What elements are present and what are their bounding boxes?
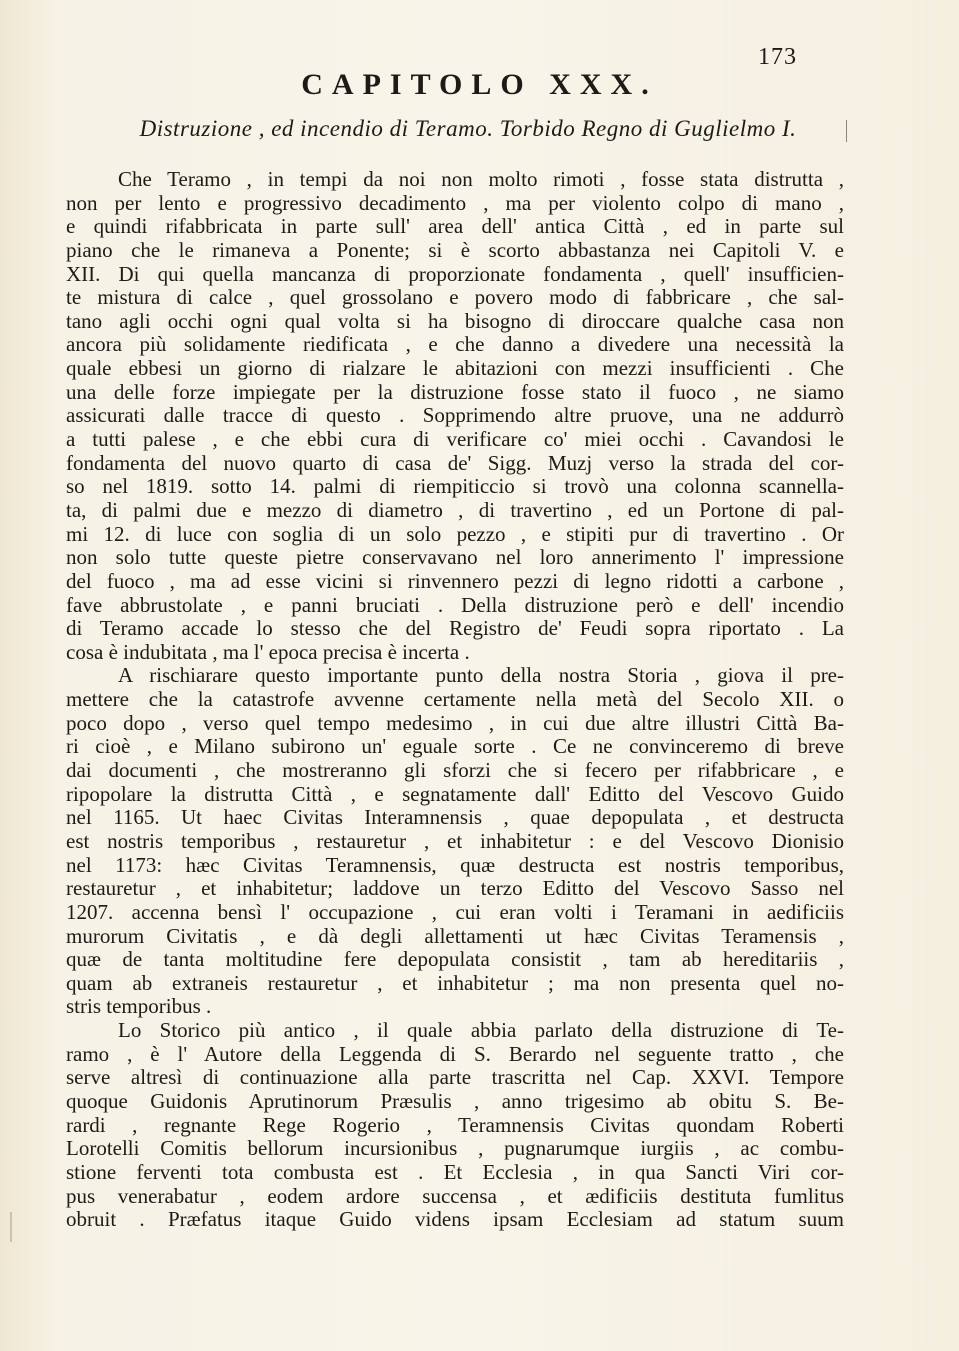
text-line: nel 1165. Ut haec Civitas Interamnensis , quae depopulata , et destructa [66,805,844,830]
text-line: ri cioè , e Milano subirono un' eguale sorte . Ce ne convinceremo di breve [66,734,844,759]
text-line: mettere che la catastrofe avvenne certamente nella metà del Secolo XII. o [66,687,844,712]
text-line: stris temporibus . [66,994,212,1019]
text-line: piano che le rimaneva a Ponente; si è scorto abbastanza nei Capitoli V. e [66,237,844,262]
text-line: serve altresì di continuazione alla parte trascritta nel Cap. XXVI. Tempore [66,1065,844,1090]
text-line: restauretur , et inhabitetur; laddove un terzo Editto del Vescovo Sasso nel [66,876,844,901]
margin-mark [10,1212,12,1242]
page-number: 173 [758,44,797,70]
text-line: di Teramo accade lo stesso che del Registro de' Feudi sopra riportato . La [66,616,844,641]
text-line: quale ebbesi un giorno di rialzare le abitazioni con mezzi insufficienti . Che [66,356,844,381]
text-line: te mistura di calce , quel grossolano e povero modo di fabbricare , che sal- [66,285,844,310]
text-line: nel 1173: hæc Civitas Teramnensis, quæ destructa est nostris temporibus, [66,852,844,877]
text-line: cosa è indubitata , ma l' epoca precisa è incerta . [66,639,470,664]
text-line: est nostris temporibus , restauretur , et inhabitetur : e del Vescovo Dionisio [66,828,844,853]
text-line: murorum Civitatis , e dà degli allettamenti ut hæc Civitas Teramensis , [66,923,844,948]
text-line: pus venerabatur , eodem ardore succensa , et ædificiis destituta fumlitus [66,1183,844,1208]
text-line: dai documenti , che mostreranno gli sforzi che si fecero per rifabbricare , e [66,758,844,783]
chapter-title: CAPITOLO XXX. [301,68,658,101]
margin-rule [846,120,847,142]
text-line: so nel 1819. sotto 14. palmi di riempiticcio si trovò una colonna scannella- [66,474,844,499]
text-line: quæ de tanta moltitudine fere depopulata consistit , tam ab hereditariis , [66,947,844,972]
text-line: mi 12. di luce con soglia di un solo pezzo , e stipiti pur di travertino . Or [66,521,844,546]
text-line: quoque Guidonis Aprutinorum Præsulis , anno trigesimo ab obitu S. Be- [66,1088,844,1113]
text-line: non per lento e progressivo decadimento , ma per violento colpo di mano , [66,190,844,215]
text-line: fondamenta del nuovo quarto di casa de' Sigg. Muzj verso la strada del cor- [66,450,844,475]
text-line: 1207. accenna bensì l' occupazione , cui eran volti i Teramani in aedificiis [66,899,844,924]
text-line: del fuoco , ma ad esse vicini si rinvennero pezzi di legno ridotti a carbone , [66,568,844,593]
text-line: assicurati dalle tracce di questo . Sopprimendo altre pruove, una ne addurrò [66,403,844,428]
text-line: poco dopo , verso quel tempo medesimo , in cui due altre illustri Città Ba- [66,710,844,735]
text-line: Lorotelli Comitis bellorum incursionibus , pugnarumque iurgiis , ac combu- [66,1136,844,1161]
text-line: ripopolare la distrutta Città , e segnatamente dall' Editto del Vescovo Guido [66,781,844,806]
text-line: ancora più solidamente riedificata , e che danno a divedere una necessità la [66,332,844,357]
text-line: non solo tutte queste pietre conservavano nel loro annerimento l' impressione [66,545,844,570]
text-line: Che Teramo , in tempi da noi non molto rimoti , fosse stata distrutta , [118,167,844,191]
text-line: fave abbrustolate , e panni bruciati . Della distruzione però e dell' incendio [66,592,844,617]
text-line: a tutti palese , e che ebbi cura di verificare co' miei occhi . Cavandosi le [66,427,844,452]
text-line: obruit . Præfatus itaque Guido videns ipsam Ecclesiam ad statum suum [66,1207,844,1232]
text-line: rardi , regnante Rege Rogerio , Teramnensis Civitas quondam Roberti [66,1112,844,1137]
text-line: ta, di palmi due e mezzo di diametro , di travertino , ed un Portone di pal- [66,497,844,522]
text-line: XII. Di qui quella mancanza di proporzionate fondamenta , quell' insufficien- [66,261,844,286]
body-text [66,168,844,1232]
text-line: ramo , è l' Autore della Leggenda di S. Berardo nel seguente tratto , che [66,1041,844,1066]
text-line: stione ferventi tota combusta est . Et Ecclesia , in qua Sancti Viri cor- [66,1159,844,1184]
text-line: e quindi rifabbricata in parte sull' area dell' antica Città , ed in parte sul [66,214,844,239]
text-line: una delle forze impiegate per la distruzione fosse stato il fuoco , ne siamo [66,379,844,404]
text-line: quam ab extraneis restauretur , et inhabitetur ; ma non presenta quel no- [66,970,844,995]
text-line: tano agli occhi ogni qual volta si ha bisogno di diroccare qualche casa non [66,308,844,333]
chapter-summary: Distruzione , ed incendio di Teramo. Torbido Regno di Guglielmo I. [139,116,797,141]
text-line: Lo Storico più antico , il quale abbia parlato della distruzione di Te- [118,1018,844,1043]
text-line: A rischiarare questo importante punto della nostra Storia , giova il pre- [118,663,844,688]
